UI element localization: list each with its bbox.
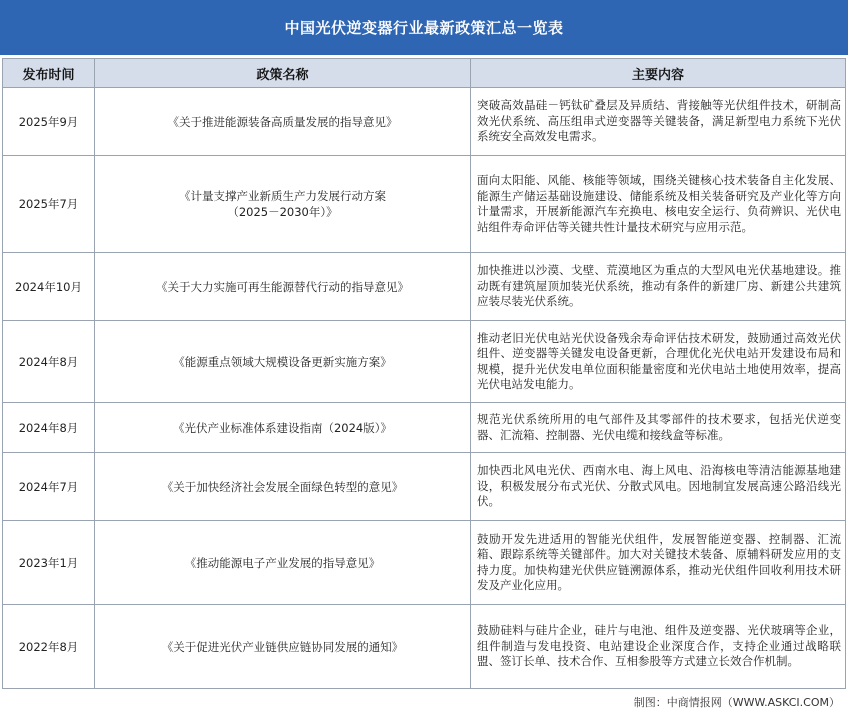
row-policy-name <box>95 521 471 605</box>
row-policy-name <box>95 321 471 403</box>
header-policy-name: 政策名称 <box>95 59 471 88</box>
row-policy-name <box>95 403 471 453</box>
row-content: 突破高效晶硅－钙钛矿叠层及异质结、背接触等光伏组件技术，研制高效光伏系统、高压组串式逆变器等关键装备，满足新型电力系统下光伏系统安全高效发电需求。 <box>471 88 846 156</box>
row-policy-name-text: 《能源重点领域大规模设备更新实施方案》 <box>173 354 392 369</box>
header-content: 主要内容 <box>471 59 846 88</box>
row-policy-name <box>95 453 471 521</box>
table-row <box>3 156 846 253</box>
page-title: 中国光伏逆变器行业最新政策汇总一览表 <box>0 0 848 55</box>
row-date: 2025年9月 <box>3 88 95 156</box>
row-date: 2023年1月 <box>3 521 95 605</box>
row-date: 2025年7月 <box>3 156 95 253</box>
row-content: 鼓励开发先进适用的智能光伏组件，发展智能逆变器、控制器、汇流箱、跟踪系统等关键部件。加大对关键技术装备、原辅料研发应用的支持力度。加快构建光伏供应链溯源体系，推动光伏组件回收利用技术研发及产业化应用。 <box>471 521 846 605</box>
table-row <box>3 321 846 403</box>
row-policy-name <box>95 253 471 321</box>
row-content: 加快推进以沙漠、戈壁、荒漠地区为重点的大型风电光伏基地建设。推动既有建筑屋顶加装光伏系统，推动有条件的新建厂房、新建公共建筑应装尽装光伏系统。 <box>471 253 846 321</box>
table-row <box>3 453 846 521</box>
row-policy-name-text: 《推动能源电子产业发展的指导意见》 <box>184 555 381 570</box>
row-content: 推动老旧光伏电站光伏设备残余寿命评估技术研发，鼓励通过高效光伏组件、逆变器等关键发电设备更新，合理优化光伏电站开发建设布局和规模，提升光伏发电单位面积能量密度和光伏电站土地使用效率，提高光伏电站发电能力。 <box>471 321 846 403</box>
table-row <box>3 521 846 605</box>
row-policy-name <box>95 605 471 689</box>
row-date: 2024年8月 <box>3 403 95 453</box>
table-row <box>3 88 846 156</box>
row-policy-name <box>95 88 471 156</box>
row-policy-name-text: 《关于推进能源装备高质量发展的指导意见》 <box>167 114 398 129</box>
row-policy-name-text: 《光伏产业标准体系建设指南（2024版）》 <box>172 420 392 435</box>
row-date: 2024年7月 <box>3 453 95 521</box>
row-content: 面向太阳能、风能、核能等领域，围绕关键核心技术装备自主化发展、能源生产储运基础设施建设、储能系统及相关装备研究及产业化等方向计量需求，开展新能源汽车充换电、核电安全运行、负荷辨识、光伏电站组件寿命评估等关键共性计量技术研究与应用示范。 <box>471 156 846 253</box>
row-policy-name-text: 《关于促进光伏产业链供应链协同发展的通知》 <box>161 639 404 654</box>
source-credit: 制图：中商情报网（WWW.ASKCI.COM） <box>633 696 840 709</box>
row-policy-name-text: 《关于加快经济社会发展全面绿色转型的意见》 <box>161 479 404 494</box>
row-date: 2024年8月 <box>3 321 95 403</box>
header-date: 发布时间 <box>3 59 95 88</box>
table-header-row <box>3 59 846 88</box>
row-policy-name-text: 《计量支撑产业新质生产力发展行动方案 （2025－2030年）》 <box>179 189 386 219</box>
table-row <box>3 605 846 689</box>
row-date: 2022年8月 <box>3 605 95 689</box>
row-content: 鼓励硅料与硅片企业，硅片与电池、组件及逆变器、光伏玻璃等企业，组件制造与发电投资、电站建设企业深度合作，支持企业通过战略联盟、签订长单、技术合作、互相参股等方式建立长效合作机制。 <box>471 605 846 689</box>
row-policy-name <box>95 156 471 253</box>
table-row <box>3 253 846 321</box>
row-date: 2024年10月 <box>3 253 95 321</box>
row-content: 规范光伏系统所用的电气部件及其零部件的技术要求，包括光伏逆变器、汇流箱、控制器、光伏电缆和接线盒等标准。 <box>471 403 846 453</box>
table-row <box>3 403 846 453</box>
row-policy-name-text: 《关于大力实施可再生能源替代行动的指导意见》 <box>156 279 409 294</box>
policy-table <box>2 58 846 689</box>
row-content: 加快西北风电光伏、西南水电、海上风电、沿海核电等清洁能源基地建设，积极发展分布式光伏、分散式风电。因地制宜发展高速公路沿线光伏。 <box>471 453 846 521</box>
